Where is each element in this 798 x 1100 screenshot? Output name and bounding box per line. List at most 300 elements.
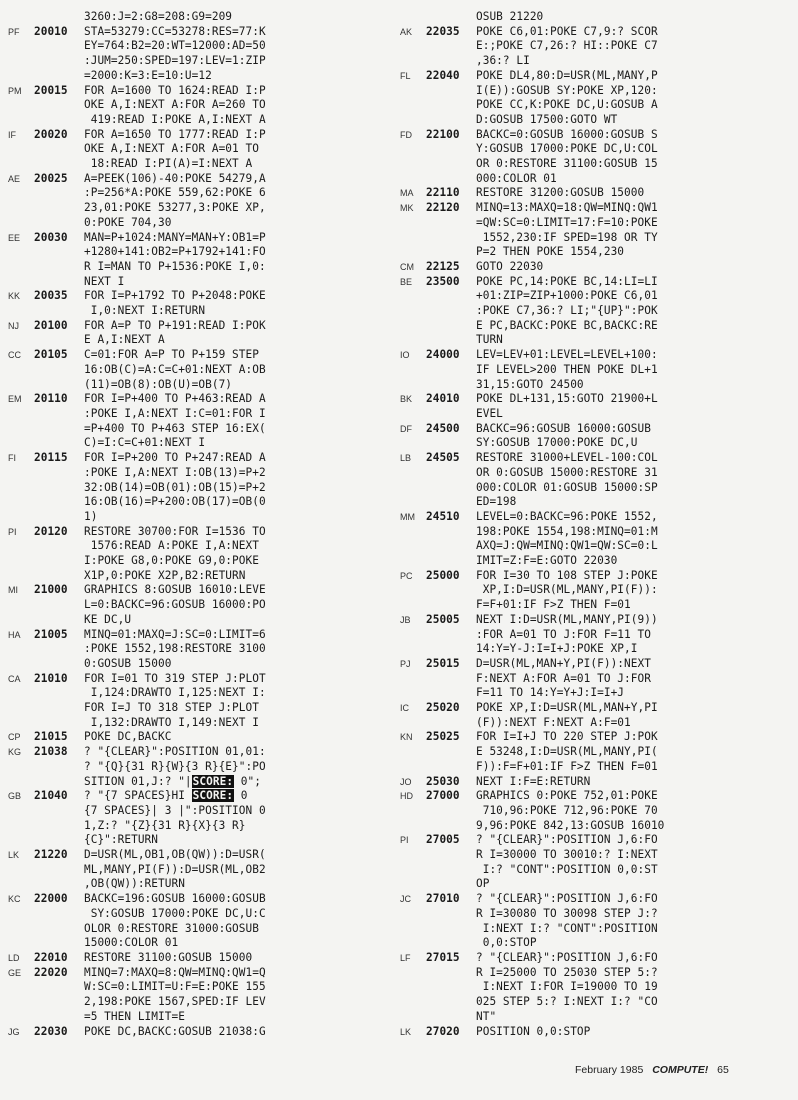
basic-code (476, 69, 792, 128)
checksum-code: CM (400, 261, 415, 272)
checksum-code: HA (8, 629, 21, 640)
basic-code (84, 451, 394, 525)
code-text: BACKC=96:GOSUB 16000:GOSUB (476, 421, 651, 435)
basic-code (476, 392, 792, 421)
basic-code (84, 951, 394, 966)
checksum-code: LD (8, 953, 20, 963)
code-text: MAN=P+1024:MANY=MAN+Y:OB1=P (84, 230, 266, 244)
line-number: 20100 (34, 318, 68, 332)
listing-line (8, 84, 394, 128)
code-text: 198:POKE 1554,198:MINQ=01:M (476, 524, 658, 538)
code-text: E 53248,I:D=USR(ML,MANY,PI( (476, 745, 658, 759)
code-text: (11)=OB(8):OB(U)=OB(7) (84, 377, 233, 391)
code-text: D=USR(ML,OB1,OB(QW)):D=USR( (84, 848, 266, 862)
listing-column-left (8, 10, 394, 1039)
listing-line (8, 789, 394, 848)
code-text: ? "{7 SPACES}HI SCORE: 0 (84, 789, 248, 803)
checksum-code: CP (8, 732, 21, 743)
basic-code (84, 525, 394, 584)
line-number: 24500 (426, 421, 460, 435)
code-text: FOR I=01 TO 319 STEP J:PLOT (84, 671, 266, 685)
code-text: 1552,230:IF SPED=198 OR TY (476, 230, 658, 244)
code-text: 1,Z:? "{Z}{31 R}{X}{3 R} (84, 818, 246, 832)
code-text: 2,198:POKE 1567,SPED:IF LEV (84, 995, 266, 1009)
code-text: BACKC=0:GOSUB 16000:GOSUB S (476, 127, 658, 141)
checksum-code: PI (8, 526, 17, 537)
checksum-code: EM (8, 394, 22, 405)
code-text: OP (476, 877, 490, 891)
inverse-video-text: SCORE: (192, 774, 234, 788)
listing-line (400, 451, 792, 510)
checksum-code: IF (8, 129, 17, 140)
listing-line (400, 128, 792, 187)
listing-line (8, 392, 394, 451)
code-text: EY=764:B2=20:WT=12000:AD=50 (84, 39, 266, 53)
magazine-name: COMPUTE! (652, 1064, 709, 1076)
basic-code (476, 701, 792, 730)
listing-line (400, 613, 792, 657)
code-text: SY:GOSUB 17000:POKE DC,U (476, 436, 638, 450)
checksum-code: JG (8, 1026, 20, 1037)
basic-code (84, 128, 394, 172)
line-number: 24510 (426, 509, 460, 523)
code-text: POKE DL4,80:D=USR(ML,MANY,P (476, 68, 658, 82)
code-text: A=PEEK(106)-40:POKE 54279,A (84, 171, 266, 185)
listing-line (400, 260, 792, 275)
code-text: I,0:NEXT I:RETURN (84, 304, 206, 318)
listing-line (400, 422, 792, 451)
listing-line (8, 892, 394, 951)
code-text: FOR I=30 TO 108 STEP J:POKE (476, 568, 658, 582)
basic-code (476, 275, 792, 349)
checksum-code: BK (400, 394, 413, 405)
code-text: C)=I:C=C+01:NEXT I (84, 436, 206, 450)
code-text: {C}":RETURN (84, 833, 159, 847)
code-text: 9,96:POKE 842,13:GOSUB 16010 (476, 818, 665, 832)
line-number: 21040 (34, 789, 68, 803)
line-number: 25025 (426, 730, 460, 744)
code-text: 025 STEP 5:? I:NEXT I:? "CO (476, 995, 658, 1009)
checksum-code: KC (8, 894, 21, 905)
page-footer (575, 1064, 729, 1076)
checksum-code: IC (400, 703, 410, 714)
basic-code (476, 569, 792, 613)
code-text: FOR I=I+J TO 220 STEP J:POK (476, 730, 658, 744)
code-text: 15000:COLOR 01 (84, 936, 179, 950)
code-text: ? "{CLEAR}":POSITION J,6:FO (476, 892, 658, 906)
basic-code (476, 348, 792, 392)
checksum-code: DF (400, 423, 413, 434)
code-text: BACKC=196:GOSUB 16000:GOSUB (84, 892, 266, 906)
code-text: MINQ=13:MAXQ=18:QW=MINQ:QW1 (476, 201, 658, 215)
checksum-code: IO (400, 350, 410, 361)
checksum-code: PI (400, 835, 409, 846)
checksum-code: JC (400, 894, 412, 905)
code-text: ? "{CLEAR}":POSITION 01,01: (84, 745, 266, 759)
checksum-code: JB (400, 614, 411, 625)
checksum-code: PJ (400, 658, 411, 669)
checksum-code: FD (400, 129, 413, 140)
code-text: 16:OB(16)=P+200:OB(17)=OB(0 (84, 495, 266, 509)
checksum-code: LB (400, 453, 412, 464)
basic-code (476, 775, 792, 790)
code-text: STA=53279:CC=53278:RES=77:K (84, 24, 266, 38)
line-number: 22110 (426, 186, 460, 200)
basic-code (84, 319, 394, 348)
checksum-code: HD (400, 791, 414, 802)
code-text: AXQ=J:QW=MINQ:QW1=QW:SC=0:L (476, 539, 658, 553)
line-number: 27020 (426, 1024, 460, 1038)
listing-line (400, 392, 792, 421)
code-text: I:NEXT I:? "CONT":POSITION (476, 921, 658, 935)
code-text: :POKE C7,36:? LI;"{UP}":POK (476, 304, 658, 318)
code-text: SY:GOSUB 17000:POKE DC,U:C (84, 906, 266, 920)
code-text: FOR A=1650 TO 1777:READ I:P (84, 127, 266, 141)
listing-line (8, 10, 394, 25)
basic-code (476, 260, 792, 275)
code-text: GRAPHICS 8:GOSUB 16010:LEVE (84, 583, 266, 597)
checksum-code: MI (8, 585, 19, 596)
code-text: OSUB 21220 (476, 10, 544, 23)
code-text: 18:READ I:PI(A)=I:NEXT A (84, 157, 253, 171)
listing-line (8, 451, 394, 525)
basic-code (84, 966, 394, 1025)
code-text: IF LEVEL>200 THEN POKE DL+1 (476, 362, 658, 376)
basic-code (476, 128, 792, 187)
basic-code (476, 422, 792, 451)
code-text: 32:OB(14)=OB(01):OB(15)=P+2 (84, 480, 266, 494)
line-number: 21038 (34, 745, 68, 759)
code-text: I:? "CONT":POSITION 0,0:ST (476, 862, 658, 876)
basic-code (476, 892, 792, 951)
code-text: {7 SPACES}| 3 |":POSITION 0 (84, 803, 266, 817)
code-text: D:GOSUB 17500:GOTO WT (476, 112, 618, 126)
checksum-code: CC (8, 350, 22, 361)
line-number: 22125 (426, 259, 460, 273)
code-text: LEV=LEV+01:LEVEL=LEVEL+100: (476, 348, 658, 362)
code-text: :P=256*A:POKE 559,62:POKE 6 (84, 186, 266, 200)
listing-line (400, 510, 792, 569)
checksum-code: FL (400, 70, 411, 81)
basic-code (84, 628, 394, 672)
code-text: NEXT I:F=E:RETURN (476, 774, 591, 788)
listing-line (8, 348, 394, 392)
basic-code (476, 613, 792, 657)
code-text: POKE CC,K:POKE DC,U:GOSUB A (476, 98, 658, 112)
line-number: 25015 (426, 656, 460, 670)
code-text: :POKE 1552,198:RESTORE 3100 (84, 642, 266, 656)
code-text: 31,15:GOTO 24500 (476, 377, 584, 391)
basic-code (84, 25, 394, 84)
line-number: 25030 (426, 774, 460, 788)
code-text: 14:Y=Y-J:I=I+J:POKE XP,I (476, 642, 638, 656)
basic-code (476, 25, 792, 69)
listing-line (8, 25, 394, 84)
basic-code (84, 745, 394, 789)
line-number: 22030 (34, 1024, 68, 1038)
basic-code (84, 289, 394, 318)
line-number: 27000 (426, 789, 460, 803)
code-text: 000:COLOR 01:GOSUB 15000:SP (476, 480, 658, 494)
code-text: OLOR 0:RESTORE 31000:GOSUB (84, 921, 259, 935)
code-text: NT" (476, 1009, 497, 1023)
code-text: IMIT=Z:F=E:GOTO 22030 (476, 554, 618, 568)
checksum-code: LK (400, 1026, 412, 1037)
code-text: FOR I=P+1792 TO P+2048:POKE (84, 289, 266, 303)
code-text: OKE A,I:NEXT A:FOR A=01 TO (84, 142, 259, 156)
line-number: 20020 (34, 127, 68, 141)
code-text: ,36:? LI (476, 54, 530, 68)
code-text: 1) (84, 509, 98, 523)
line-number: 22040 (426, 68, 460, 82)
code-text: (F)):NEXT F:NEXT A:F=01 (476, 715, 631, 729)
code-text: 3260:J=2:G8=208:G9=209 (84, 10, 233, 23)
listing-line (8, 525, 394, 584)
code-text: I:NEXT I:FOR I=19000 TO 19 (476, 980, 658, 994)
line-number: 20105 (34, 348, 68, 362)
checksum-code: NJ (8, 320, 20, 331)
checksum-code: GE (8, 967, 22, 978)
checksum-code: LF (400, 953, 411, 963)
code-text: =2000:K=3:E=10:U=12 (84, 68, 212, 82)
code-text: :JUM=250:SPED=197:LEV=1:ZIP (84, 54, 266, 68)
line-number: 21010 (34, 671, 68, 685)
listing-line (400, 775, 792, 790)
issue-date: February 1985 (575, 1064, 644, 1076)
code-text: 16:OB(C)=A:C=C+01:NEXT A:OB (84, 362, 266, 376)
line-number: 25005 (426, 612, 460, 626)
code-text: NEXT I (84, 274, 125, 288)
code-text: MINQ=01:MAXQ=J:SC=0:LIMIT=6 (84, 627, 266, 641)
listing-line (8, 289, 394, 318)
listing-line (8, 172, 394, 231)
listing-line (400, 275, 792, 349)
listing-line (8, 231, 394, 290)
listing-line (400, 348, 792, 392)
line-number: 22120 (426, 201, 460, 215)
code-text: Y:GOSUB 17000:POKE DC,U:COL (476, 142, 658, 156)
code-text: I(E)):GOSUB SY:POKE XP,120: (476, 83, 658, 97)
basic-code (84, 392, 394, 451)
listing-line (8, 672, 394, 731)
listing-line (8, 319, 394, 348)
listing-line (400, 25, 792, 69)
listing-line (400, 833, 792, 892)
line-number: 27005 (426, 833, 460, 847)
code-text: XP,I:D=USR(ML,MANY,PI(F)): (476, 583, 658, 597)
listing-line (400, 69, 792, 128)
code-text: RESTORE 31000+LEVEL-100:COL (476, 451, 658, 465)
checksum-code: MA (400, 188, 414, 199)
listing-line (8, 730, 394, 745)
checksum-code: AE (8, 173, 21, 184)
code-text: E PC,BACKC:POKE BC,BACKC:RE (476, 318, 658, 332)
inverse-video-text: SCORE: (192, 789, 234, 803)
code-text: POSITION 0,0:STOP (476, 1024, 591, 1038)
basic-code (84, 84, 394, 128)
listing-line (8, 951, 394, 966)
code-text: 23,01:POKE 53277,3:POKE XP, (84, 201, 266, 215)
code-text: F:NEXT A:FOR A=01 TO J:FOR (476, 671, 651, 685)
checksum-code: MM (400, 511, 416, 522)
basic-code (476, 1025, 792, 1040)
code-text: POKE DL+131,15:GOTO 21900+L (476, 392, 658, 406)
basic-code (476, 789, 792, 833)
code-text: ED=198 (476, 495, 517, 509)
basic-code (476, 201, 792, 260)
code-text: :POKE I,A:NEXT I:OB(13)=P+2 (84, 465, 266, 479)
code-text: GRAPHICS 0:POKE 752,01:POKE (476, 789, 658, 803)
code-text: POKE PC,14:POKE BC,14:LI=LI (476, 274, 658, 288)
checksum-code: PC (400, 570, 413, 581)
code-text: POKE DC,BACKC (84, 730, 172, 744)
line-number: 27010 (426, 892, 460, 906)
line-number: 24000 (426, 348, 460, 362)
basic-code (84, 730, 394, 745)
code-text: +01:ZIP=ZIP+1000:POKE C6,01 (476, 289, 658, 303)
basic-code (84, 583, 394, 627)
line-number: 20010 (34, 24, 68, 38)
code-text: 000:COLOR 01 (476, 171, 557, 185)
code-text: TURN (476, 333, 503, 347)
code-text: FOR I=P+200 TO P+247:READ A (84, 451, 266, 465)
code-text: X1P,0:POKE X2P,B2:RETURN (84, 568, 246, 582)
code-text: GOTO 22030 (476, 259, 544, 273)
code-text: =QW:SC=0:LIMIT=17:F=10:POKE (476, 215, 658, 229)
line-number: 21015 (34, 730, 68, 744)
line-number: 21220 (34, 848, 68, 862)
line-number: 23500 (426, 274, 460, 288)
line-number: 27015 (426, 951, 460, 964)
checksum-code: MK (400, 203, 414, 214)
code-text: ? "{Q}{31 R}{W}{3 R}{E}":PO (84, 759, 266, 773)
line-number: 22010 (34, 951, 68, 964)
code-text: LEVEL=0:BACKC=96:POKE 1552, (476, 509, 658, 523)
code-text: F=F+01:IF F>Z THEN F=01 (476, 598, 631, 612)
line-number: 20025 (34, 171, 68, 185)
listing-line (8, 128, 394, 172)
code-text: FOR I=J TO 318 STEP J:PLOT (84, 701, 259, 715)
listing-line (400, 892, 792, 951)
basic-code (476, 510, 792, 569)
code-text: I,124:DRAWTO I,125:NEXT I: (84, 686, 266, 700)
checksum-code: BE (400, 276, 413, 287)
code-text: RESTORE 30700:FOR I=1536 TO (84, 524, 266, 538)
code-text: :POKE I,A:NEXT I:C=01:FOR I (84, 406, 266, 420)
checksum-code: PF (8, 26, 20, 37)
checksum-code: LK (8, 850, 20, 861)
basic-code (476, 10, 792, 25)
line-number: 20015 (34, 83, 68, 97)
code-text: 0:GOSUB 15000 (84, 656, 172, 670)
code-text: ML,MANY,PI(F)):D=USR(ML,OB2 (84, 862, 266, 876)
line-number: 22035 (426, 24, 460, 38)
line-number: 24505 (426, 451, 460, 465)
code-text: C=01:FOR A=P TO P+159 STEP (84, 348, 259, 362)
code-text: F)):F=F+01:IF F>Z THEN F=01 (476, 759, 658, 773)
checksum-code: GB (8, 791, 22, 802)
line-number: 24010 (426, 392, 460, 406)
code-text: MINQ=7:MAXQ=8:QW=MINQ:QW1=Q (84, 965, 266, 979)
code-text: RESTORE 31100:GOSUB 15000 (84, 951, 253, 964)
listing-line (8, 583, 394, 627)
checksum-code: CA (8, 673, 21, 684)
basic-code (476, 730, 792, 774)
basic-code (84, 10, 394, 25)
code-text: OR 0:GOSUB 15000:RESTORE 31 (476, 465, 658, 479)
code-text: 0,0:STOP (476, 936, 537, 950)
code-text: ? "{CLEAR}":POSITION J,6:FO (476, 833, 658, 847)
listing-line (400, 951, 792, 1025)
line-number: 25020 (426, 701, 460, 715)
line-number: 20030 (34, 230, 68, 244)
code-text: NEXT I:D=USR(ML,MANY,PI(9)) (476, 612, 658, 626)
code-text: RESTORE 31200:GOSUB 15000 (476, 186, 645, 200)
listing-line (400, 569, 792, 613)
listing-line (400, 10, 792, 25)
checksum-code: PM (8, 85, 22, 96)
listing-line (400, 789, 792, 833)
listing-line (400, 201, 792, 260)
basic-code (84, 1025, 394, 1040)
basic-code (84, 231, 394, 290)
code-text: POKE XP,I:D=USR(ML,MAN+Y,PI (476, 701, 658, 715)
line-number: 20110 (34, 392, 68, 406)
line-number: 20120 (34, 524, 68, 538)
code-text: L=0:BACKC=96:GOSUB 16000:PO (84, 598, 266, 612)
code-text: FOR I=P+400 TO P+463:READ A (84, 392, 266, 406)
code-text: W:SC=0:LIMIT=U:F=E:POKE 155 (84, 980, 266, 994)
listing-line (400, 186, 792, 201)
checksum-code: KK (8, 291, 21, 302)
code-text: ? "{CLEAR}":POSITION J,6:FO (476, 951, 658, 964)
basic-code (84, 848, 394, 892)
code-text: POKE DC,BACKC:GOSUB 21038:G (84, 1024, 266, 1038)
code-text: =P+400 TO P+463 STEP 16:EX( (84, 421, 266, 435)
line-number: 20035 (34, 289, 68, 303)
code-text: OKE A,I:NEXT A:FOR A=260 TO (84, 98, 266, 112)
code-text: 419:READ I:POKE A,I:NEXT A (84, 112, 266, 126)
code-text: :FOR A=01 TO J:FOR F=11 TO (476, 627, 651, 641)
code-text: F=11 TO 14:Y=Y+J:I=I+J (476, 686, 625, 700)
basic-code (476, 186, 792, 201)
basic-code (476, 451, 792, 510)
code-text: FOR A=P TO P+191:READ I:POK (84, 318, 266, 332)
basic-code (84, 172, 394, 231)
code-text: OR 0:RESTORE 31100:GOSUB 15 (476, 157, 658, 171)
code-text: KE DC,U (84, 612, 132, 626)
basic-code (84, 892, 394, 951)
code-text: D=USR(ML,MAN+Y,PI(F)):NEXT (476, 656, 651, 670)
code-text: R I=25000 TO 25030 STEP 5:? (476, 965, 658, 979)
basic-code (476, 951, 792, 1025)
code-text: ,OB(QW)):RETURN (84, 877, 185, 891)
listing-line (8, 848, 394, 892)
line-number: 20115 (34, 451, 68, 465)
listing-line (400, 1025, 792, 1040)
checksum-code: KG (8, 747, 22, 758)
code-text: POKE C6,01:POKE C7,9:? SCOR (476, 24, 658, 38)
basic-code (84, 789, 394, 848)
basic-code (84, 672, 394, 731)
code-text: 710,96:POKE 712,96:POKE 70 (476, 803, 658, 817)
listing-line (8, 745, 394, 789)
listing-line (8, 1025, 394, 1040)
code-text: I:POKE G8,0:POKE G9,0:POKE (84, 554, 259, 568)
code-text: E:;POKE C7,26:? HI::POKE C7 (476, 39, 658, 53)
code-text: FOR A=1600 TO 1624:READ I:P (84, 83, 266, 97)
line-number: 21005 (34, 627, 68, 641)
